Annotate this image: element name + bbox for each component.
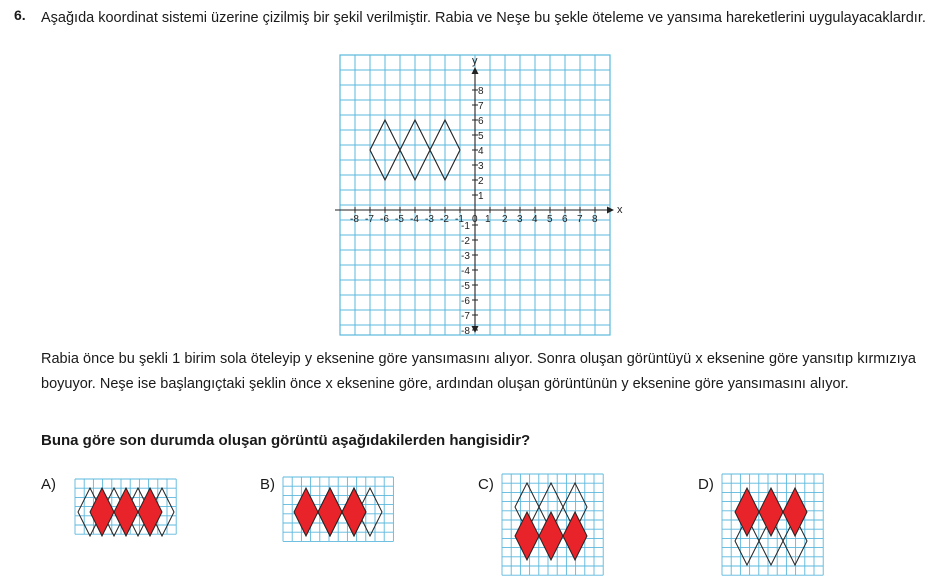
y-tick-label: -5: [461, 281, 470, 292]
y-tick-label: 6: [478, 116, 484, 127]
y-tick-label: 1: [478, 191, 484, 202]
x-tick-label: -2: [440, 214, 449, 225]
x-tick-label-one: 1: [485, 214, 491, 225]
option-b-figure[interactable]: [283, 477, 393, 545]
option-b-label[interactable]: B): [260, 476, 275, 493]
y-tick-label: -6: [461, 296, 470, 307]
x-tick-label: -5: [395, 214, 404, 225]
y-tick-label: -4: [461, 266, 470, 277]
y-tick-label: 5: [478, 131, 484, 142]
option-d-label[interactable]: D): [698, 476, 714, 493]
x-tick-label: -4: [410, 214, 419, 225]
x-tick-label: -8: [350, 214, 359, 225]
x-tick-label: -1: [455, 214, 464, 225]
x-tick-label: 4: [532, 214, 538, 225]
question-prompt: Buna göre son durumda oluşan görüntü aşağıdakilerden hangisidir?: [41, 432, 531, 449]
y-tick-label: 4: [478, 146, 484, 157]
x-tick-label: 2: [502, 214, 508, 225]
question-number: 6.: [14, 7, 26, 23]
x-tick-label: 7: [577, 214, 583, 225]
option-a-label[interactable]: A): [41, 476, 56, 493]
x-tick-label: 8: [592, 214, 598, 225]
x-tick-label: 6: [562, 214, 568, 225]
x-tick-label: -3: [425, 214, 434, 225]
y-tick-label: -7: [461, 311, 470, 322]
option-a-figure[interactable]: [75, 479, 175, 541]
y-tick-label: -3: [461, 251, 470, 262]
y-tick-label: -1: [461, 221, 470, 232]
coordinate-plane: [335, 50, 635, 350]
y-tick-label: -8: [461, 326, 470, 337]
y-tick-label: 2: [478, 176, 484, 187]
x-tick-label: -6: [380, 214, 389, 225]
x-tick-label: -7: [365, 214, 374, 225]
y-axis-label: y: [472, 55, 478, 67]
x-tick-label: 5: [547, 214, 553, 225]
x-tick-label: 3: [517, 214, 523, 225]
question-paragraph: Rabia önce bu şekli 1 birim sola öteleyip y eksenine göre yansımasını alıyor. Sonra oluşan görüntüyü x eksenine göre yansıtıp kırmızıya boyuyor. Neşe ise başlangıçtaki şeklin önce x eksenine göre, ardından oluşan görüntünün y eksenine göre yansımasını alıyor.: [41, 351, 916, 392]
y-tick-label: 8: [478, 86, 484, 97]
question-intro: Aşağıda koordinat sistemi üzerine çizilmiş bir şekil verilmiştir. Rabia ve Neşe bu şekle öteleme ve yansıma hareketlerini uygulayacaklardır.: [41, 10, 926, 26]
x-axis-label: x: [617, 204, 623, 216]
option-c-label[interactable]: C): [478, 476, 494, 493]
y-tick-label: 7: [478, 101, 484, 112]
y-tick-label: -2: [461, 236, 470, 247]
x-tick-label: 0: [472, 214, 478, 225]
option-c-figure[interactable]: [502, 474, 602, 574]
option-d-figure[interactable]: [722, 474, 822, 574]
red-rhombus: [539, 512, 563, 560]
y-tick-label: 3: [478, 161, 484, 172]
red-rhombus: [515, 512, 539, 560]
